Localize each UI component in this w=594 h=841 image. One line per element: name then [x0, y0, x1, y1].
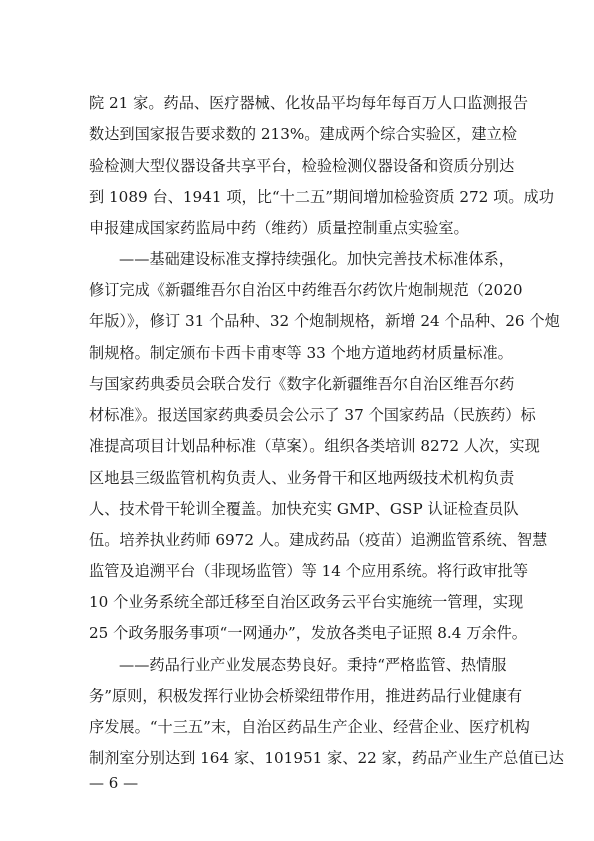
text-line: 与国家药典委员会联合发行《数字化新疆维吾尔自治区维吾尔药 — [89, 375, 515, 393]
section-heading-line: ——基础建设标准支撑持续强化。加快完善技术标准体系， — [119, 250, 514, 268]
text-line: 年版）》，修订 31 个品种、32 个炮制规格，新增 24 个品种、26 个炮 — [89, 312, 560, 330]
text-line: 数达到国家报告要求数的 213%。建成两个综合实验区，建立检 — [89, 125, 517, 143]
text-line: 监管及追溯平台（非现场监管）等 14 个应用系统。将行政审批等 — [89, 562, 529, 580]
text-line: 院 21 家。药品、医疗器械、化妆品平均每年每百万人口监测报告 — [89, 94, 529, 112]
text-line: 序发展。“十三五”末，自治区药品生产企业、经营企业、医疗机构 — [89, 718, 530, 736]
text-line: 区地县三级监管机构负责人、业务骨干和区地两级技术机构负责 — [89, 469, 515, 487]
text-line: 申报建成国家药监局中药（维药）质量控制重点实验室。 — [89, 219, 469, 237]
text-line: 验检测大型仪器设备共享平台，检验检测仪器设备和资质分别达 — [89, 157, 515, 175]
page-number: — 6 — — [89, 774, 139, 792]
text-line: 务”原则，积极发挥行业协会桥梁纽带作用，推进药品行业健康有 — [89, 687, 523, 705]
text-line: 制剂室分别达到 164 家、101951 家、22 家，药品产业生产总值已达 — [89, 749, 564, 767]
text-line: 制规格。制定颁布卡西卡甫枣等 33 个地方道地药材质量标准。 — [89, 344, 513, 362]
text-line: 材标准》。报送国家药典委员会公示了 37 个国家药品（民族药）标 — [89, 406, 536, 424]
text-line: 准提高项目计划品种标准（草案）。组织各类培训 8272 人次，实现 — [89, 437, 540, 455]
text-line: 25 个政务服务事项“一网通办”，发放各类电子证照 8.4 万余件。 — [89, 624, 527, 642]
text-line: 到 1089 台、1941 项，比“十二五”期间增加检验资质 272 项。成功 — [89, 188, 554, 206]
section-heading-line: ——药品行业产业发展态势良好。秉持“严格监管、热情服 — [119, 656, 507, 674]
text-line: 伍。培养执业药师 6972 人。建成药品（疫苗）追溯监管系统、智慧 — [89, 531, 548, 549]
text-line: 人、技术骨干轮训全覆盖。加快充实 GMP、GSP 认证检查员队 — [89, 500, 519, 518]
text-line: 10 个业务系统全部迁移至自治区政务云平台实施统一管理，实现 — [89, 593, 524, 611]
text-line: 修订完成《新疆维吾尔自治区中药维吾尔药饮片炮制规范（2020 — [89, 281, 523, 299]
